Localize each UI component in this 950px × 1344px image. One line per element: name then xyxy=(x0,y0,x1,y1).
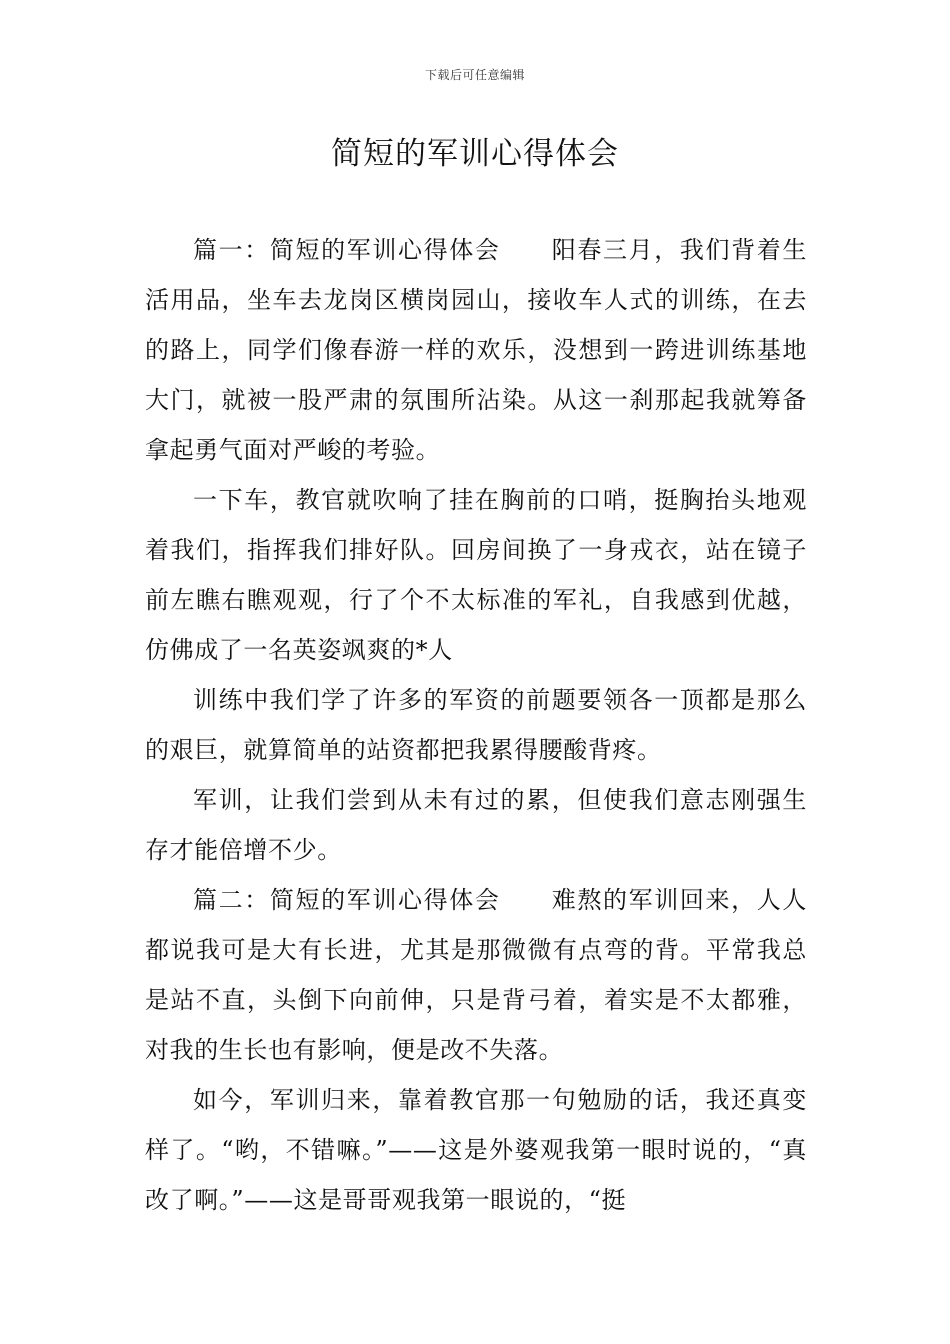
paragraph-5: 篇二：简短的军训心得体会 难熬的军训回来，人人都说我可是大有长进，尤其是那微微有点弯的背。平常我总是站不直，头倒下向前伸，只是背弓着，着实是不太都雅，对我的生长也有影响，便是改不失落。 xyxy=(145,886,807,1064)
paragraph-6: 如今，军训归来，靠着教官那一句勉励的话，我还真变样了。“哟，不错嘛。”——这是外婆观我第一眼时说的，“真改了啊。”——这是哥哥观我第一眼说的，“挺 xyxy=(145,1086,807,1214)
document-body xyxy=(145,225,807,1225)
paragraph-3: 训练中我们学了许多的军资的前题要领各一顶都是那么的艰巨，就算简单的站资都把我累得腰酸背疼。 xyxy=(145,686,807,764)
paragraph-4: 军训，让我们尝到从未有过的累，但使我们意志刚强生存才能倍增不少。 xyxy=(145,786,807,864)
paragraph-1: 篇一：简短的军训心得体会 阳春三月，我们背着生活用品，坐车去龙岗区横岗园山，接收车人式的训练，在去的路上，同学们像春游一样的欢乐，没想到一跨进训练基地大门，就被一股严肃的氛围所沾染。从这一刹那起我就筹备拿起勇气面对严峻的考验。 xyxy=(145,236,807,464)
document-title: 简短的军训心得体会 xyxy=(331,136,619,172)
paragraph-2: 一下车，教官就吹响了挂在胸前的口哨，挺胸抬头地观着我们，指挥我们排好队。回房间换了一身戎衣，站在镜子前左瞧右瞧观观，行了个不太标准的军礼，自我感到优越，仿佛成了一名英姿飒爽的*人 xyxy=(145,486,807,664)
header-note: 下载后可任意编辑 xyxy=(424,68,525,82)
